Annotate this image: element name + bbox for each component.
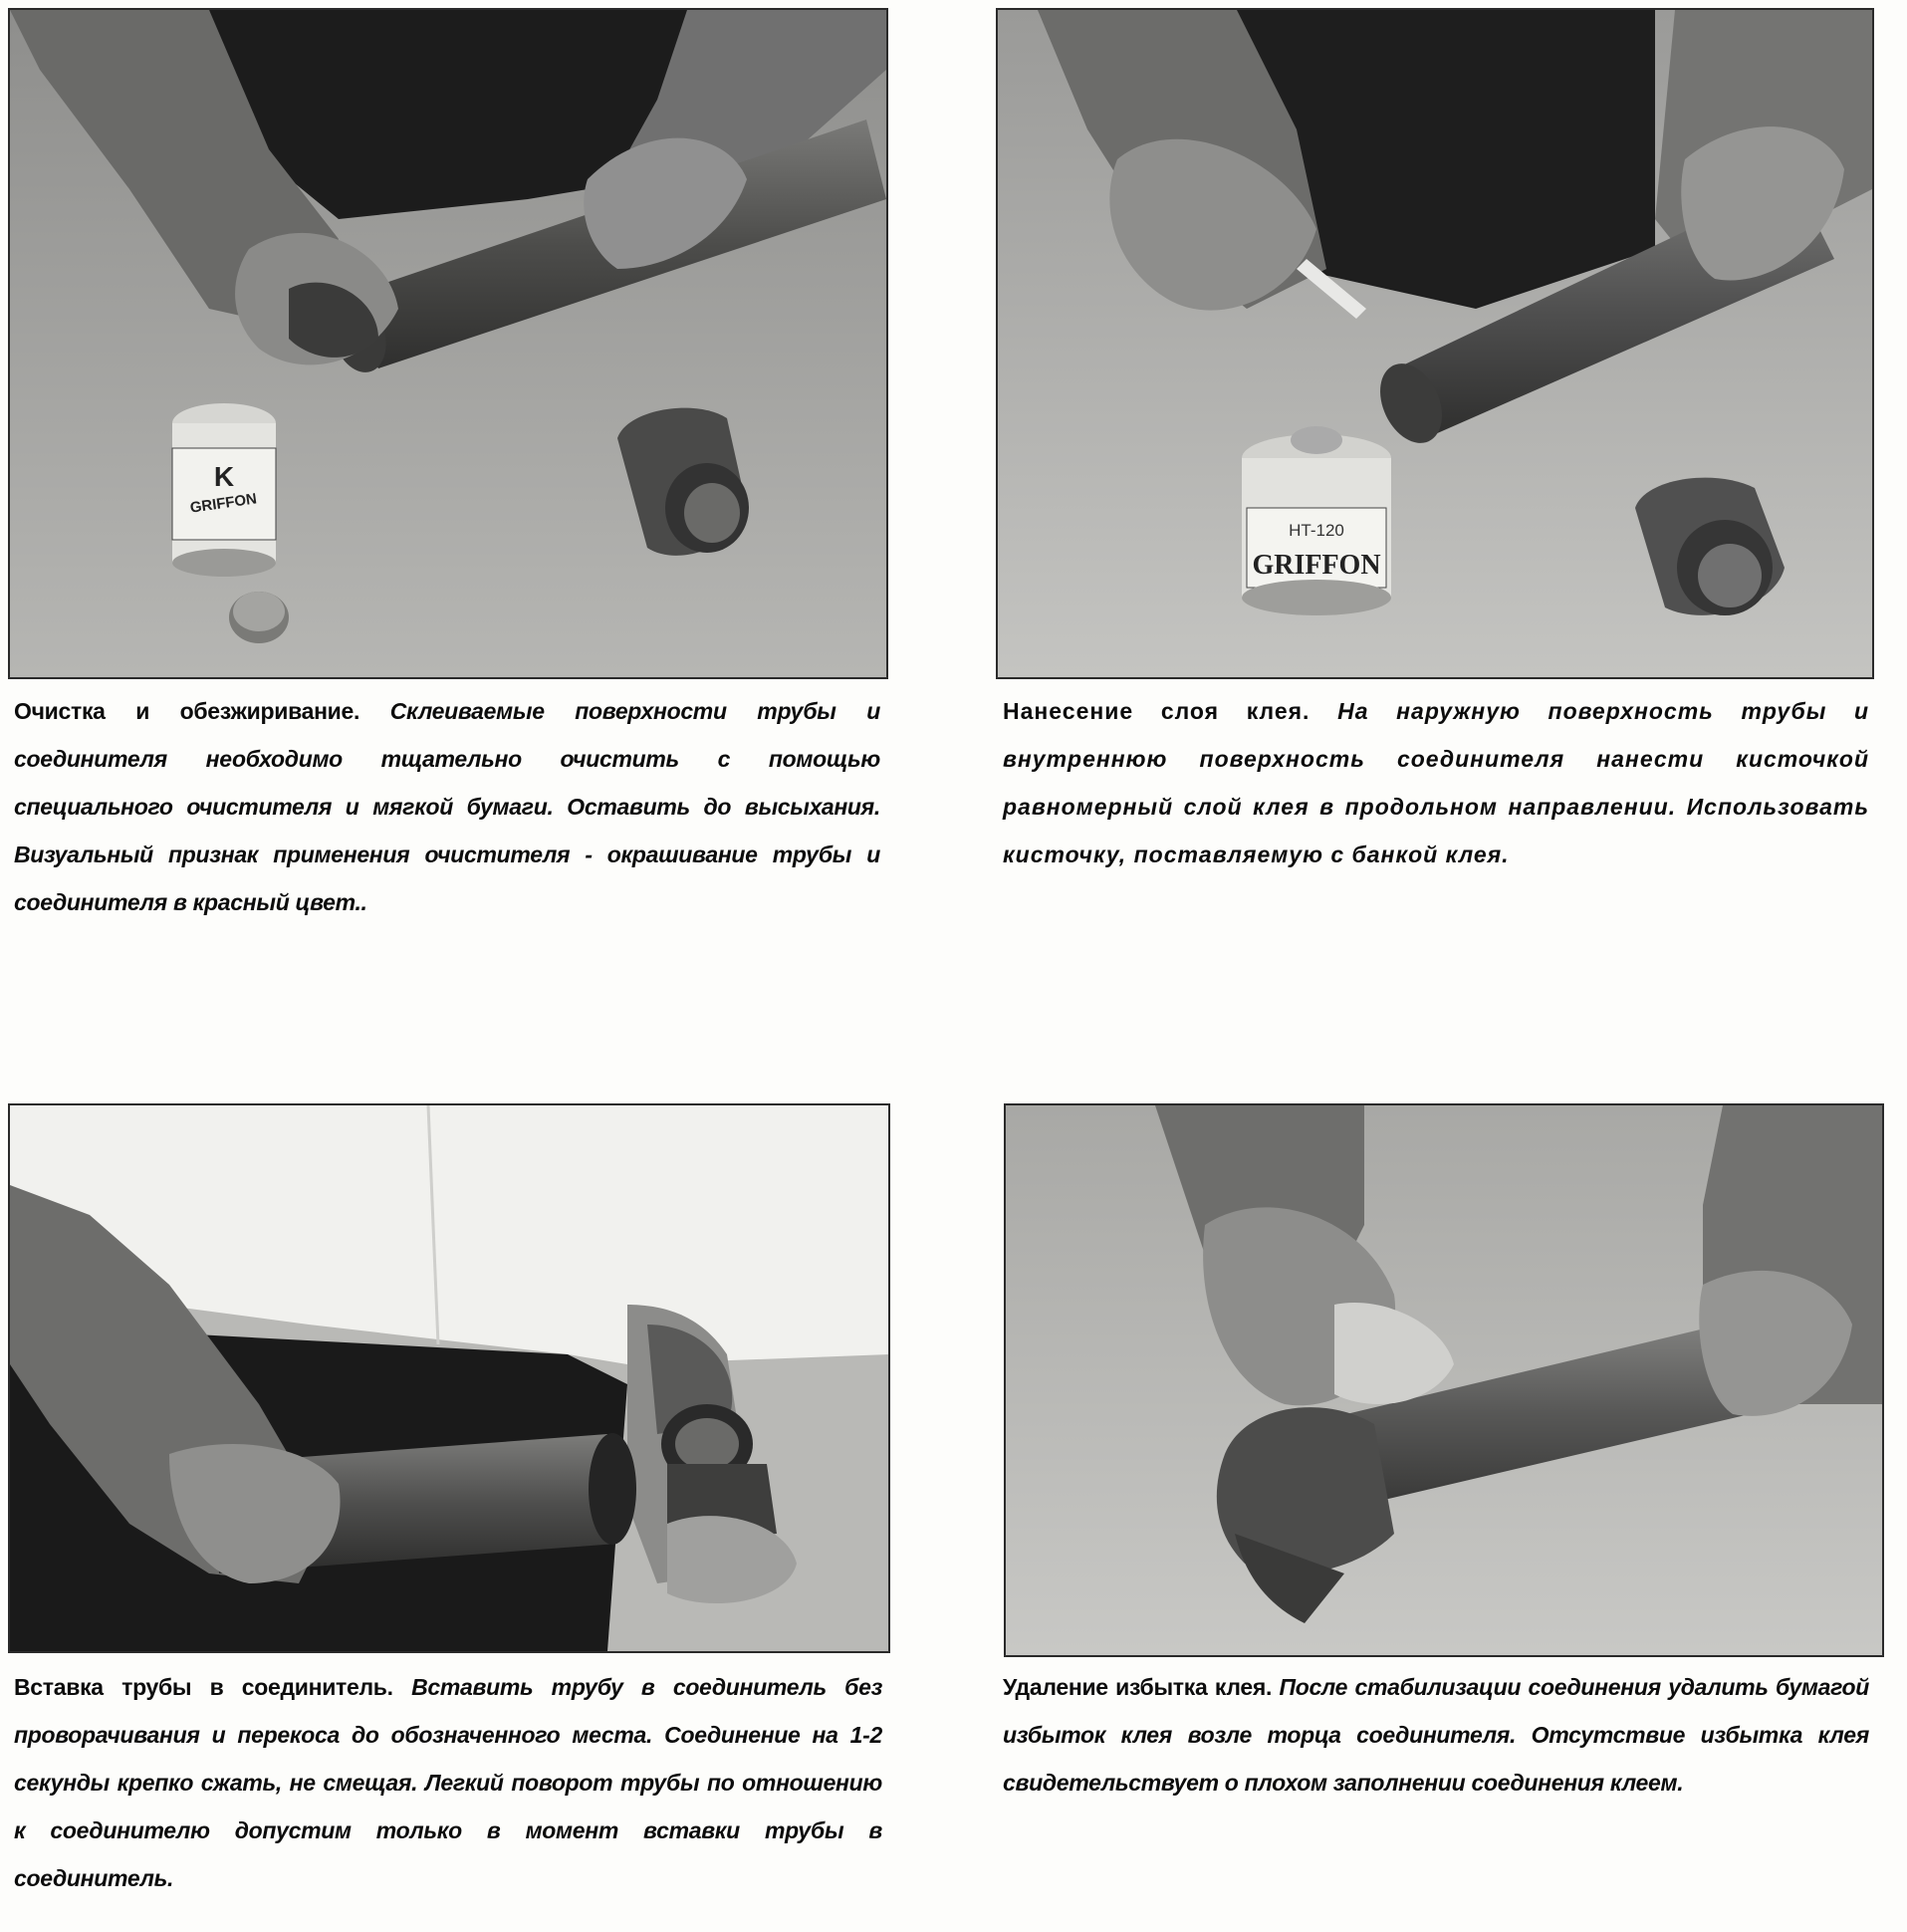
photo-glue-application — [996, 8, 1874, 679]
can-model-photo2: HT-120 — [1289, 521, 1344, 540]
step-title-pipe-insertion: Вставка трубы в соединитель. — [14, 1674, 393, 1700]
step-title-excess-glue-removal: Удаление избытка клея. — [1003, 1674, 1273, 1700]
caption-pipe-insertion — [14, 1663, 882, 1902]
caption-cleaning — [14, 687, 880, 926]
can-label-photo1: GRIFFON — [188, 490, 258, 517]
step-text-cleaning: Склеиваемые поверхности трубы и соединителя необходимо тщательно очистить с помощью специального очистителя и мягкой бумаги. Оставить до высыхания. Визуальный признак применения очистителя - окрашивание трубы и соединителя в красный цвет.. — [14, 698, 880, 915]
step-text-excess-glue-removal: После стабилизации соединения удалить бумагой избыток клея возле торца соединителя. Отсутствие избытка клея свидетельствует о плохом заполнении соединения клеем. — [1003, 1674, 1869, 1796]
caption-excess-glue-removal — [1003, 1663, 1869, 1807]
caption-glue-application — [1003, 687, 1869, 878]
svg-text:K: K — [213, 461, 235, 492]
photo-pipe-insertion — [8, 1103, 890, 1653]
photo-excess-glue-removal — [1004, 1103, 1884, 1657]
step-text-pipe-insertion: Вставить трубу в соединитель без проворачивания и перекоса до обозначенного места. Соединение на 1-2 секунды крепко сжать, не смещая. Легкий поворот трубы по отношению к соединителю допустим только в момент вставки трубы в соединитель. — [14, 1674, 883, 1891]
step-title-glue-application: Нанесение слоя клея. — [1003, 698, 1311, 724]
can-brand-photo2: GRIFFON — [1252, 550, 1381, 581]
photo-cleaning — [8, 8, 888, 679]
step-title-cleaning: Очистка и обезжиривание. — [14, 698, 360, 724]
step-text-glue-application: На наружную поверхность трубы и внутреннюю поверхность соединителя нанести кисточкой равномерный слой клея в продольном направлении. Использовать кисточку, поставляемую с банкой клея. — [1003, 698, 1870, 867]
